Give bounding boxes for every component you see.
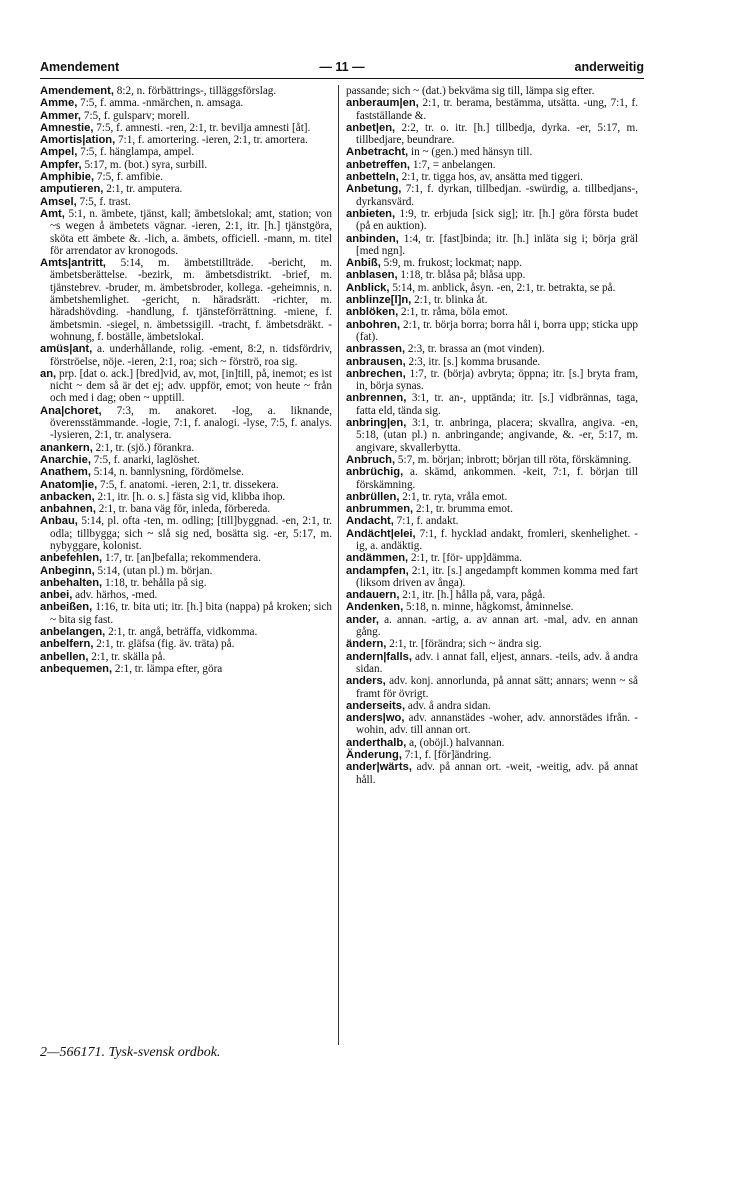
dictionary-entry [40, 479, 332, 491]
entry-definition: 7:5, f. amfibie. [94, 171, 164, 184]
entry-definition: 7:1, f. hycklad andakt, fromleri, skenhelighet. -ig, a. andäktig. [356, 527, 638, 552]
dictionary-entry [40, 565, 332, 577]
dictionary-entry [346, 651, 638, 676]
entry-headword: anblasen, [346, 269, 398, 282]
entry-definition: 7:5, f. anatomi. -ieren, 2:1, tr. dissekera. [97, 478, 279, 491]
entry-definition: 5:9, m. frukost; lockmat; napp. [380, 257, 522, 270]
dictionary-entry [346, 269, 638, 281]
entry-headword: Ammer, [40, 109, 82, 122]
entry-headword: Amendement, [40, 85, 114, 97]
entry-definition: prp. [dat o. ack.] [bred]vid, av, mot, [in]till, på, inemot; es ist nicht ~ dem så är det ej; adv. uppför, emot; von heute ~ från och med i dag; oben ~ upptill. [50, 367, 332, 405]
entry-definition: 2:1, tr. skälla på. [88, 650, 166, 663]
entry-definition: 7:1, f. andakt. [393, 515, 459, 528]
entry-definition: 2:1, tr. tigga hos, av, ansätta med tiggeri. [398, 171, 583, 184]
entry-definition: adv. konj. annorlunda, på annat sätt; annars; wenn ~ så framt för övrigt. [356, 675, 638, 700]
entry-headword: Andacht, [346, 515, 394, 528]
entry-headword: Anbiß, [346, 257, 381, 270]
dictionary-entry [346, 122, 638, 147]
entry-definition: 2:1, tr. blinka åt. [411, 294, 488, 307]
dictionary-entry [40, 134, 332, 146]
entry-definition: adv. på annan ort. -weit, -weitig, adv. på annat håll. [356, 761, 638, 786]
dictionary-entry [346, 306, 638, 318]
left-column [40, 85, 332, 675]
dictionary-entry [40, 651, 332, 663]
entry-definition: 1:9, tr. erbjuda [sick sig]; itr. [h.] göra första budet (på en auktion). [356, 207, 638, 233]
entry-headword: anbrausen, [346, 355, 406, 368]
column-divider [338, 85, 339, 1045]
entry-headword: anankern, [40, 441, 93, 454]
entry-definition: adv. annanstädes -woher, adv. annorstädes ifrån. -wohin, adv. till annan ort. [356, 712, 638, 737]
entry-headword: ander|wärts, [346, 761, 412, 774]
dictionary-entry [346, 466, 638, 491]
entry-headword: anbetreffen, [346, 158, 411, 171]
dictionary-entry [40, 663, 332, 675]
dictionary-entry [40, 196, 332, 208]
entry-headword: Amortis|ation, [40, 134, 116, 147]
entry-definition: 2:1, tr. angå, beträffa, vidkomma. [105, 626, 258, 639]
entry-definition: 7:1, f. [för]ändring. [401, 749, 492, 762]
dictionary-entry [40, 257, 332, 343]
dictionary-entry [346, 491, 638, 503]
page-footer: 2—566171. Tysk-svensk ordbok. [40, 1045, 221, 1060]
dictionary-entry [40, 183, 332, 195]
entry-definition: 3:1, tr. an-, upptända; itr. [s.] vidbrännas, taga, fatta eld, tända sig. [356, 392, 638, 417]
dictionary-entry [346, 503, 638, 515]
header-left-guideword: Amendement [40, 60, 120, 74]
entry-definition: 7:5, f. hänglampa, ampel. [77, 146, 195, 159]
entry-definition: 7:5, f. gulsparv; morell. [81, 109, 190, 122]
dictionary-entry [346, 368, 638, 393]
entry-definition: 1:7, = anbelangen. [410, 158, 496, 171]
dictionary-entry [40, 577, 332, 589]
dictionary-entry [346, 614, 638, 639]
dictionary-entry [40, 552, 332, 564]
entry-definition: 2:1, tr. amputera. [103, 183, 183, 196]
entry-definition: 2:2, tr. o. itr. [h.] tillbedja, dyrka. -er, 5:17, m. tillbedjare, beundrare. [356, 121, 638, 147]
dictionary-entry [40, 122, 332, 134]
entry-headword: Amphibie, [40, 171, 95, 184]
dictionary-entry [346, 294, 638, 306]
dictionary-entry [346, 589, 638, 601]
entry-headword: ander, [346, 613, 379, 626]
dictionary-entry [346, 392, 638, 417]
dictionary-entry [346, 356, 638, 368]
entry-definition: 2:1, tr. brumma emot. [413, 503, 513, 516]
entry-definition: 2:1, tr. (sjö.) förankra. [92, 441, 195, 454]
header-page-number: — 11 — [319, 60, 365, 74]
entry-headword: anbei, [40, 589, 73, 602]
entry-definition: 7:1, f. amortering. -ieren, 2:1, tr. amortera. [115, 134, 308, 147]
entry-definition: 2:3, itr. [s.] komma brusande. [405, 355, 541, 368]
entry-headword: andämmen, [346, 552, 409, 565]
entry-definition: 8:2, n. förbättrings-, tilläggsförslag. [113, 85, 277, 97]
entry-definition: 5:18, n. minne, hågkomst, åminnelse. [403, 601, 574, 614]
entry-headword: anbrennen, [346, 392, 407, 405]
dictionary-entry [346, 159, 638, 171]
dictionary-entry [346, 208, 638, 233]
entry-definition: adv. i annat fall, eljest, annars. -teils, adv. å andra sidan. [356, 650, 638, 675]
entry-definition: a. skämd, ankommen. -keit, 7:1, f. början till förskämning. [356, 466, 638, 491]
entry-definition: in ~ (gen.) med hänsyn till. [408, 146, 533, 159]
entry-definition: 1:7, tr. [an]befalla; rekommendera. [102, 552, 261, 565]
entry-headword: an, [40, 367, 57, 380]
entry-definition: 3:1, tr. anbringa, placera; skvallra, angiva. -en, 5:18, (utan pl.) n. anbringande; angivande, &. -er, 5:17, m. angivare, skvallerbytta. [356, 417, 638, 454]
entry-headword: Anatom|ie, [40, 478, 98, 491]
dictionary-entry [346, 233, 638, 258]
entry-headword: anders, [346, 675, 386, 688]
entry-headword: ändern, [346, 638, 387, 651]
dictionary-entry [346, 761, 638, 786]
entry-headword: anbet|en, [346, 121, 396, 134]
dictionary-entry [346, 417, 638, 454]
entry-headword: anders|wo, [346, 712, 405, 725]
entry-definition: a. annan. -artig, a. av annan art. -mal, adv. en annan gång. [356, 613, 638, 639]
entry-headword: Ampel, [40, 146, 78, 159]
entry-headword: anbehalten, [40, 576, 103, 589]
entry-headword: Anathem, [40, 466, 91, 479]
page-header [40, 60, 644, 79]
dictionary-entry [40, 208, 332, 257]
dictionary-entry [346, 638, 638, 650]
dictionary-entry [40, 405, 332, 442]
entry-definition: 1:7, tr. (börja) avbryta; öppna; itr. [s.] bryta fram, in, börja synas. [356, 367, 638, 393]
dictionary-entry [40, 85, 332, 97]
entry-definition: 7:5, f. anarki, laglöshet. [90, 453, 200, 466]
entry-definition: 7:5, f. amnesti. -ren, 2:1, tr. bevilja amnesti [åt]. [93, 121, 311, 134]
entry-headword: anbelfern, [40, 638, 94, 651]
entry-definition: 5:17, m. (bot.) syra, surbill. [81, 158, 208, 171]
entry-headword: anbellen, [40, 650, 89, 663]
entry-definition: adv. härhos, -med. [72, 589, 158, 602]
entry-definition: 2:1, itr. [s.] angedampft kommen komma med fart (liksom driven av ånga). [356, 564, 638, 589]
entry-headword: andern|falls, [346, 650, 412, 663]
dictionary-entry [40, 146, 332, 158]
entry-headword: anblinze[l]n, [346, 294, 412, 307]
dictionary-entry [346, 601, 638, 613]
entry-definition: 5:14, m. ämbetstillträde. -bericht, m. ämbetsberättelse. -bezirk, m. ämbetsdistrikt. -brief, m. tjänstebrev. -bruder, m. ämbetsbroder, kollega. -geheimnis, n. ämbetshemlighet. -gericht, n. häradsrätt. -richter, m. häradshövding. -handlung, f. tjänsteförrättning. -miene, f. ämbetsmin. -siegel, n. ämbetssigill. -tracht, f. ämbetsdräkt. -wohnung, f. boställe, ämbetslokal. [50, 257, 332, 343]
entry-definition: 5:14, pl. ofta -ten, m. odling; [till]byggnad. -en, 2:1, tr. odla; tillbygga; sich ~ slå sig ned, bosätta sig. -er, 5:17, m. nybyggare, kolonist. [50, 515, 332, 552]
entry-headword: anbrüchig, [346, 466, 404, 479]
entry-definition: 2:1, tr. berama, bestämma, utsätta. -ung, 7:1, f. fastställande &. [356, 97, 638, 122]
entry-headword: andampfen, [346, 564, 409, 577]
entry-definition: 2:1, itr. [h.] hålla på, vara, pågå. [399, 589, 546, 602]
entry-definition: 2:1, tr. bana väg för, inleda, förbereda. [95, 503, 271, 516]
entry-headword: anbohren, [346, 318, 401, 331]
entry-headword: Amsel, [40, 195, 77, 208]
dictionary-entry [346, 146, 638, 158]
entry-definition: 1:18, tr. behålla på sig. [102, 576, 207, 589]
dictionary-entry [40, 454, 332, 466]
dictionary-entry [40, 626, 332, 638]
dictionary-entry [40, 515, 332, 552]
entry-definition: 7:5, f. amma. -nmärchen, n. amsaga. [77, 97, 244, 110]
entry-headword: anbring|en, [346, 417, 407, 430]
dictionary-entry [40, 343, 332, 368]
entry-headword: Anbeginn, [40, 564, 95, 577]
dictionary-entry [40, 589, 332, 601]
right-column [346, 85, 638, 786]
entry-headword: Anblick, [346, 281, 390, 294]
entry-headword: anbefehlen, [40, 552, 103, 565]
dictionary-entry [346, 85, 638, 97]
entry-headword: anbequemen, [40, 662, 113, 675]
dictionary-entry [346, 97, 638, 122]
dictionary-entry [346, 515, 638, 527]
dictionary-entry [40, 442, 332, 454]
entry-definition: a, (oböjl.) halvannan. [406, 736, 505, 749]
entry-headword: anbrüllen, [346, 490, 400, 503]
dictionary-entry [346, 282, 638, 294]
entry-definition: 7:5, f. trast. [76, 195, 131, 208]
entry-definition: passande; sich ~ (dat.) bekväma sig till, lämpa sig efter. [346, 85, 595, 97]
entry-headword: Anbruch, [346, 453, 396, 466]
dictionary-entry [40, 171, 332, 183]
dictionary-entry [40, 159, 332, 171]
entry-definition: 5:7, m. början; inbrott; början till röta, förskämning. [395, 453, 632, 466]
entry-headword: andauern, [346, 589, 400, 602]
header-right-guideword: anderweitig [574, 60, 644, 74]
entry-headword: anbinden, [346, 232, 399, 245]
dictionary-entry [40, 466, 332, 478]
entry-headword: anberaum|en, [346, 97, 419, 110]
entry-definition: 2:1, tr. gläfsa (fig. äv. träta) på. [93, 638, 235, 651]
entry-definition: 2:1, tr. börja borra; borra hål i, borra upp; sticka upp (fat). [356, 318, 638, 343]
entry-headword: anbeißen, [40, 601, 93, 614]
entry-headword: anbrummen, [346, 503, 414, 516]
entry-definition: 2:1, tr. lämpa efter, göra [112, 662, 223, 675]
entry-headword: Ana|choret, [40, 404, 102, 417]
dictionary-entry [40, 368, 332, 405]
entry-definition: 7:1, f. dyrkan, tillbedjan. -swürdig, a. tillbedjans-, dyrkansvärd. [356, 183, 638, 208]
entry-definition: 2:3, tr. brassa an (mot vinden). [405, 343, 545, 356]
entry-headword: anbelangen, [40, 626, 106, 639]
entry-headword: anderthalb, [346, 736, 407, 749]
columns [40, 85, 644, 1045]
entry-definition: 1:16, tr. bita uti; itr. [h.] bita (nappa) på kroken; sich ~ bita sig fast. [50, 601, 332, 626]
entry-definition: 5:14, m. anblick, åsyn. -en, 2:1, tr. betrakta, se på. [389, 281, 616, 294]
entry-headword: Andächt|elei, [346, 527, 416, 540]
dictionary-entry [40, 601, 332, 626]
entry-headword: amüs|ant, [40, 343, 93, 356]
dictionary-entry [346, 749, 638, 761]
entry-headword: Anarchie, [40, 453, 91, 466]
entry-headword: Andenken, [346, 601, 404, 614]
dictionary-entry [40, 110, 332, 122]
entry-headword: anbieten, [346, 207, 396, 220]
entry-definition: 2:1, tr. råma, böla emot. [398, 306, 508, 319]
entry-definition: adv. å andra sidan. [405, 699, 491, 712]
entry-definition: 2:1, tr. ryta, vråla emot. [399, 490, 508, 503]
entry-definition: 5:14, (utan pl.) m. början. [94, 564, 213, 577]
dictionary-entry [346, 257, 638, 269]
dictionary-entry [346, 565, 638, 590]
dictionary-entry [346, 737, 638, 749]
entry-headword: Ampfer, [40, 158, 82, 171]
dictionary-entry [346, 454, 638, 466]
entry-headword: Änderung, [346, 749, 402, 762]
entry-definition: 5:1, n. ämbete, tjänst, kall; ämbetslokal; amt, station; von ~s wegen å ämbetets vägnar. -ieren, 2:1, itr. [h.] tjänstgöra, sköta ett ämbete &. -lich, a. ämbets, officiell. -mann, m. titel för arrendator av kronogods. [50, 207, 332, 257]
dictionary-entry [40, 503, 332, 515]
entry-headword: anbahnen, [40, 503, 96, 516]
entry-headword: Amt, [40, 207, 65, 220]
entry-headword: amputieren, [40, 183, 104, 196]
entry-headword: Anbetracht, [346, 146, 409, 159]
entry-headword: anderseits, [346, 699, 406, 712]
dictionary-entry [40, 638, 332, 650]
entry-definition: 1:18, tr. blåsa på; blåsa upp. [397, 269, 526, 282]
dictionary-entry [40, 97, 332, 109]
dictionary-entry [346, 183, 638, 208]
dictionary-page [40, 60, 644, 1045]
dictionary-entry [40, 491, 332, 503]
entry-headword: anbacken, [40, 490, 95, 503]
entry-definition: 2:1, tr. [förändra; sich ~ ändra sig. [386, 638, 542, 651]
dictionary-entry [346, 700, 638, 712]
dictionary-entry [346, 171, 638, 183]
dictionary-entry [346, 343, 638, 355]
entry-headword: Anbau, [40, 515, 78, 528]
entry-definition: 7:3, m. anakoret. -log, a. liknande, överensstämmande. -logie, 7:1, f. analogi. -lyse, 7:5, f. analys. -lysieren, 2:1, tr. analysera. [50, 404, 332, 442]
entry-headword: anbetteln, [346, 171, 399, 184]
entry-definition: a. underhållande, rolig. -ement, 8:2, n. tidsfördriv, förströelse, nöje. -ieren, 2:1, roa; sich ~ förströ, roa sig. [50, 343, 332, 368]
entry-headword: anbrechen, [346, 367, 406, 380]
entry-headword: Anbetung, [346, 183, 402, 196]
dictionary-entry [346, 528, 638, 553]
entry-definition: 2:1, tr. [för- upp]dämma. [408, 552, 522, 565]
dictionary-entry [346, 712, 638, 737]
entry-headword: Amnestie, [40, 121, 94, 134]
dictionary-entry [346, 675, 638, 700]
entry-headword: anbrassen, [346, 343, 406, 356]
dictionary-entry [346, 319, 638, 344]
dictionary-entry [346, 552, 638, 564]
entry-definition: 2:1, itr. [h. o. s.] fästa sig vid, klibba ihop. [94, 490, 286, 503]
entry-headword: anblöken, [346, 306, 399, 319]
entry-definition: 5:14, n. bannlysning, fördömelse. [90, 466, 244, 479]
entry-definition: 1:4, tr. [fast]binda; itr. [h.] inläta sig i; börja gräl [med ngn]. [356, 232, 638, 257]
entry-headword: Amts|antritt, [40, 257, 106, 270]
entry-headword: Amme, [40, 97, 78, 110]
